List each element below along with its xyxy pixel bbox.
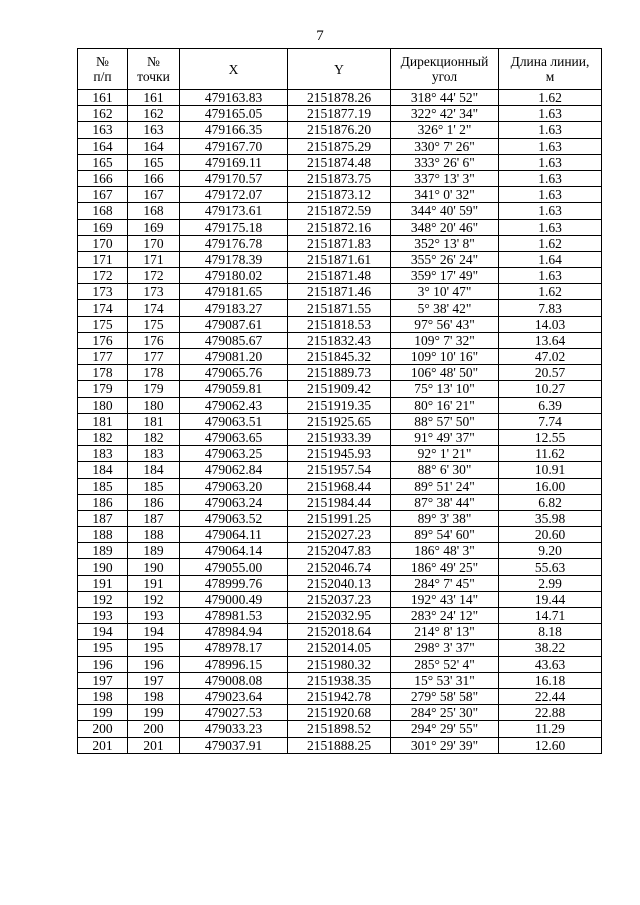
cell-y: 2151919.35 — [288, 397, 391, 413]
cell-direction-angle: 15° 53' 31" — [391, 672, 499, 688]
cell-y: 2151871.55 — [288, 300, 391, 316]
header-line-length: Длина линии, м — [499, 49, 602, 90]
header-row-number: № п/п — [78, 49, 128, 90]
cell-line-length: 10.27 — [499, 381, 602, 397]
cell-row-number: 173 — [78, 284, 128, 300]
cell-point-number: 175 — [128, 316, 180, 332]
cell-line-length: 55.63 — [499, 559, 602, 575]
cell-x: 478984.94 — [180, 624, 288, 640]
cell-x: 479059.81 — [180, 381, 288, 397]
table-row — [78, 332, 602, 348]
cell-point-number: 179 — [128, 381, 180, 397]
cell-x: 478981.53 — [180, 608, 288, 624]
cell-row-number: 197 — [78, 672, 128, 688]
cell-y: 2151984.44 — [288, 494, 391, 510]
cell-y: 2151968.44 — [288, 478, 391, 494]
cell-line-length: 12.60 — [499, 737, 602, 753]
cell-direction-angle: 88° 57' 50" — [391, 413, 499, 429]
cell-row-number: 180 — [78, 397, 128, 413]
cell-y: 2151878.26 — [288, 90, 391, 106]
cell-direction-angle: 279° 58' 58" — [391, 688, 499, 704]
table-row — [78, 300, 602, 316]
cell-direction-angle: 352° 13' 8" — [391, 235, 499, 251]
cell-x: 479063.52 — [180, 510, 288, 526]
cell-row-number: 174 — [78, 300, 128, 316]
cell-row-number: 200 — [78, 721, 128, 737]
cell-y: 2152027.23 — [288, 527, 391, 543]
cell-point-number: 170 — [128, 235, 180, 251]
cell-y: 2152040.13 — [288, 575, 391, 591]
cell-y: 2151818.53 — [288, 316, 391, 332]
table-row — [78, 640, 602, 656]
cell-x: 479169.11 — [180, 154, 288, 170]
cell-y: 2151889.73 — [288, 365, 391, 381]
cell-line-length: 22.88 — [499, 705, 602, 721]
cell-line-length: 6.82 — [499, 494, 602, 510]
cell-row-number: 190 — [78, 559, 128, 575]
cell-line-length: 12.55 — [499, 429, 602, 445]
cell-point-number: 164 — [128, 138, 180, 154]
cell-y: 2151957.54 — [288, 462, 391, 478]
cell-direction-angle: 344° 40' 59" — [391, 203, 499, 219]
table-row — [78, 170, 602, 186]
cell-x: 479081.20 — [180, 349, 288, 365]
table-row — [78, 688, 602, 704]
page-number: 7 — [316, 28, 324, 44]
cell-direction-angle: 186° 49' 25" — [391, 559, 499, 575]
cell-x: 479000.49 — [180, 591, 288, 607]
cell-line-length: 6.39 — [499, 397, 602, 413]
cell-point-number: 198 — [128, 688, 180, 704]
cell-y: 2151942.78 — [288, 688, 391, 704]
cell-row-number: 168 — [78, 203, 128, 219]
cell-point-number: 184 — [128, 462, 180, 478]
cell-point-number: 192 — [128, 591, 180, 607]
cell-y: 2152032.95 — [288, 608, 391, 624]
cell-direction-angle: 5° 38' 42" — [391, 300, 499, 316]
cell-point-number: 173 — [128, 284, 180, 300]
cell-x: 479167.70 — [180, 138, 288, 154]
cell-line-length: 7.74 — [499, 413, 602, 429]
table-row — [78, 349, 602, 365]
cell-x: 479178.39 — [180, 251, 288, 267]
cell-x: 478999.76 — [180, 575, 288, 591]
cell-point-number: 162 — [128, 106, 180, 122]
cell-row-number: 198 — [78, 688, 128, 704]
cell-line-length: 1.63 — [499, 170, 602, 186]
cell-direction-angle: 97° 56' 43" — [391, 316, 499, 332]
cell-line-length: 2.99 — [499, 575, 602, 591]
cell-y: 2151873.75 — [288, 170, 391, 186]
cell-direction-angle: 89° 3' 38" — [391, 510, 499, 526]
cell-y: 2151871.48 — [288, 268, 391, 284]
cell-x: 479165.05 — [180, 106, 288, 122]
cell-point-number: 194 — [128, 624, 180, 640]
cell-direction-angle: 298° 3' 37" — [391, 640, 499, 656]
cell-y: 2151991.25 — [288, 510, 391, 526]
cell-x: 479183.27 — [180, 300, 288, 316]
cell-y: 2151873.12 — [288, 187, 391, 203]
cell-row-number: 170 — [78, 235, 128, 251]
cell-direction-angle: 109° 10' 16" — [391, 349, 499, 365]
cell-x: 479163.83 — [180, 90, 288, 106]
cell-direction-angle: 284° 7' 45" — [391, 575, 499, 591]
table-row — [78, 106, 602, 122]
cell-x: 479063.25 — [180, 446, 288, 462]
cell-y: 2151871.83 — [288, 235, 391, 251]
cell-y: 2151980.32 — [288, 656, 391, 672]
cell-y: 2151933.39 — [288, 429, 391, 445]
cell-point-number: 178 — [128, 365, 180, 381]
table-row — [78, 251, 602, 267]
cell-direction-angle: 3° 10' 47" — [391, 284, 499, 300]
cell-x: 479063.20 — [180, 478, 288, 494]
cell-row-number: 165 — [78, 154, 128, 170]
table-row — [78, 187, 602, 203]
cell-line-length: 16.00 — [499, 478, 602, 494]
cell-direction-angle: 301° 29' 39" — [391, 737, 499, 753]
table-row — [78, 284, 602, 300]
cell-direction-angle: 92° 1' 21" — [391, 446, 499, 462]
table-row — [78, 381, 602, 397]
cell-x: 479037.91 — [180, 737, 288, 753]
cell-row-number: 177 — [78, 349, 128, 365]
cell-x: 478978.17 — [180, 640, 288, 656]
cell-point-number: 176 — [128, 332, 180, 348]
cell-y: 2151909.42 — [288, 381, 391, 397]
cell-direction-angle: 341° 0' 32" — [391, 187, 499, 203]
cell-x: 479062.84 — [180, 462, 288, 478]
cell-y: 2151874.48 — [288, 154, 391, 170]
cell-direction-angle: 330° 7' 26" — [391, 138, 499, 154]
cell-row-number: 179 — [78, 381, 128, 397]
cell-point-number: 172 — [128, 268, 180, 284]
table-row — [78, 429, 602, 445]
cell-row-number: 161 — [78, 90, 128, 106]
cell-line-length: 11.29 — [499, 721, 602, 737]
cell-line-length: 1.64 — [499, 251, 602, 267]
cell-direction-angle: 284° 25' 30" — [391, 705, 499, 721]
cell-point-number: 189 — [128, 543, 180, 559]
cell-point-number: 186 — [128, 494, 180, 510]
cell-line-length: 1.63 — [499, 219, 602, 235]
header-point-number: № точки — [128, 49, 180, 90]
cell-x: 479172.07 — [180, 187, 288, 203]
cell-y: 2151898.52 — [288, 721, 391, 737]
cell-y: 2151876.20 — [288, 122, 391, 138]
cell-row-number: 193 — [78, 608, 128, 624]
cell-line-length: 7.83 — [499, 300, 602, 316]
cell-point-number: 168 — [128, 203, 180, 219]
cell-x: 479063.65 — [180, 429, 288, 445]
table-row — [78, 575, 602, 591]
cell-line-length: 19.44 — [499, 591, 602, 607]
cell-x: 479085.67 — [180, 332, 288, 348]
cell-row-number: 181 — [78, 413, 128, 429]
table-row — [78, 462, 602, 478]
cell-direction-angle: 87° 38' 44" — [391, 494, 499, 510]
header-y: Y — [288, 49, 391, 90]
cell-line-length: 1.62 — [499, 284, 602, 300]
cell-point-number: 177 — [128, 349, 180, 365]
cell-y: 2151888.25 — [288, 737, 391, 753]
cell-point-number: 201 — [128, 737, 180, 753]
cell-line-length: 11.62 — [499, 446, 602, 462]
table-row — [78, 510, 602, 526]
table-row — [78, 446, 602, 462]
cell-direction-angle: 106° 48' 50" — [391, 365, 499, 381]
cell-y: 2151845.32 — [288, 349, 391, 365]
cell-direction-angle: 359° 17' 49" — [391, 268, 499, 284]
cell-direction-angle: 89° 51' 24" — [391, 478, 499, 494]
cell-point-number: 169 — [128, 219, 180, 235]
cell-direction-angle: 333° 26' 6" — [391, 154, 499, 170]
cell-line-length: 1.63 — [499, 203, 602, 219]
cell-line-length: 1.63 — [499, 106, 602, 122]
cell-point-number: 193 — [128, 608, 180, 624]
cell-row-number: 184 — [78, 462, 128, 478]
coordinates-table — [77, 48, 602, 754]
cell-point-number: 166 — [128, 170, 180, 186]
cell-point-number: 183 — [128, 446, 180, 462]
cell-y: 2151945.93 — [288, 446, 391, 462]
table-row — [78, 90, 602, 106]
cell-line-length: 10.91 — [499, 462, 602, 478]
table-row — [78, 154, 602, 170]
cell-direction-angle: 214° 8' 13" — [391, 624, 499, 640]
cell-line-length: 1.63 — [499, 154, 602, 170]
table-row — [78, 203, 602, 219]
table-row — [78, 608, 602, 624]
cell-direction-angle: 88° 6' 30" — [391, 462, 499, 478]
table-row — [78, 705, 602, 721]
table-row — [78, 737, 602, 753]
cell-x: 479033.23 — [180, 721, 288, 737]
table-row — [78, 397, 602, 413]
cell-row-number: 167 — [78, 187, 128, 203]
cell-row-number: 189 — [78, 543, 128, 559]
cell-x: 479023.64 — [180, 688, 288, 704]
cell-direction-angle: 283° 24' 12" — [391, 608, 499, 624]
cell-row-number: 164 — [78, 138, 128, 154]
cell-point-number: 196 — [128, 656, 180, 672]
cell-x: 479063.51 — [180, 413, 288, 429]
table-row — [78, 413, 602, 429]
cell-line-length: 14.71 — [499, 608, 602, 624]
header-direction-angle: Дирекционный угол — [391, 49, 499, 90]
cell-row-number: 192 — [78, 591, 128, 607]
cell-row-number: 163 — [78, 122, 128, 138]
cell-x: 479055.00 — [180, 559, 288, 575]
table-row — [78, 268, 602, 284]
table-row — [78, 721, 602, 737]
table-row — [78, 656, 602, 672]
cell-line-length: 22.44 — [499, 688, 602, 704]
cell-row-number: 171 — [78, 251, 128, 267]
cell-row-number: 166 — [78, 170, 128, 186]
cell-point-number: 182 — [128, 429, 180, 445]
cell-y: 2151832.43 — [288, 332, 391, 348]
cell-x: 478996.15 — [180, 656, 288, 672]
cell-row-number: 175 — [78, 316, 128, 332]
cell-x: 479063.24 — [180, 494, 288, 510]
table-row — [78, 316, 602, 332]
cell-direction-angle: 109° 7' 32" — [391, 332, 499, 348]
table-row — [78, 219, 602, 235]
table-body — [78, 90, 602, 754]
cell-x: 479170.57 — [180, 170, 288, 186]
cell-line-length: 13.64 — [499, 332, 602, 348]
cell-point-number: 171 — [128, 251, 180, 267]
cell-y: 2151871.61 — [288, 251, 391, 267]
cell-y: 2152047.83 — [288, 543, 391, 559]
cell-point-number: 163 — [128, 122, 180, 138]
cell-row-number: 176 — [78, 332, 128, 348]
cell-line-length: 43.63 — [499, 656, 602, 672]
cell-point-number: 167 — [128, 187, 180, 203]
cell-line-length: 35.98 — [499, 510, 602, 526]
table-row — [78, 478, 602, 494]
cell-y: 2151875.29 — [288, 138, 391, 154]
cell-row-number: 183 — [78, 446, 128, 462]
table-row — [78, 235, 602, 251]
cell-line-length: 1.63 — [499, 138, 602, 154]
cell-row-number: 191 — [78, 575, 128, 591]
cell-x: 479065.76 — [180, 365, 288, 381]
table-row — [78, 672, 602, 688]
header-x: X — [180, 49, 288, 90]
cell-direction-angle: 89° 54' 60" — [391, 527, 499, 543]
cell-line-length: 20.57 — [499, 365, 602, 381]
cell-point-number: 174 — [128, 300, 180, 316]
cell-y: 2151871.46 — [288, 284, 391, 300]
cell-line-length: 8.18 — [499, 624, 602, 640]
cell-x: 479180.02 — [180, 268, 288, 284]
cell-row-number: 169 — [78, 219, 128, 235]
cell-y: 2152014.05 — [288, 640, 391, 656]
cell-point-number: 185 — [128, 478, 180, 494]
cell-point-number: 161 — [128, 90, 180, 106]
cell-row-number: 195 — [78, 640, 128, 656]
cell-row-number: 185 — [78, 478, 128, 494]
table-row — [78, 122, 602, 138]
cell-row-number: 172 — [78, 268, 128, 284]
cell-point-number: 197 — [128, 672, 180, 688]
table-row — [78, 365, 602, 381]
cell-row-number: 187 — [78, 510, 128, 526]
cell-line-length: 20.60 — [499, 527, 602, 543]
cell-row-number: 199 — [78, 705, 128, 721]
cell-direction-angle: 75° 13' 10" — [391, 381, 499, 397]
cell-y: 2151920.68 — [288, 705, 391, 721]
cell-direction-angle: 326° 1' 2" — [391, 122, 499, 138]
cell-x: 479181.65 — [180, 284, 288, 300]
table-row — [78, 559, 602, 575]
cell-line-length: 14.03 — [499, 316, 602, 332]
cell-direction-angle: 322° 42' 34" — [391, 106, 499, 122]
cell-point-number: 187 — [128, 510, 180, 526]
cell-line-length: 1.62 — [499, 235, 602, 251]
cell-row-number: 178 — [78, 365, 128, 381]
cell-line-length: 1.62 — [499, 90, 602, 106]
cell-y: 2151872.59 — [288, 203, 391, 219]
cell-y: 2151925.65 — [288, 413, 391, 429]
cell-point-number: 181 — [128, 413, 180, 429]
cell-direction-angle: 80° 16' 21" — [391, 397, 499, 413]
cell-x: 479173.61 — [180, 203, 288, 219]
cell-direction-angle: 348° 20' 46" — [391, 219, 499, 235]
cell-y: 2152037.23 — [288, 591, 391, 607]
cell-row-number: 182 — [78, 429, 128, 445]
cell-line-length: 47.02 — [499, 349, 602, 365]
cell-direction-angle: 337° 13' 3" — [391, 170, 499, 186]
table-row — [78, 624, 602, 640]
cell-point-number: 195 — [128, 640, 180, 656]
cell-row-number: 162 — [78, 106, 128, 122]
cell-x: 479176.78 — [180, 235, 288, 251]
table-row — [78, 591, 602, 607]
cell-y: 2151938.35 — [288, 672, 391, 688]
cell-direction-angle: 285° 52' 4" — [391, 656, 499, 672]
cell-x: 479166.35 — [180, 122, 288, 138]
cell-y: 2151877.19 — [288, 106, 391, 122]
cell-point-number: 188 — [128, 527, 180, 543]
cell-point-number: 190 — [128, 559, 180, 575]
table-row — [78, 138, 602, 154]
cell-direction-angle: 192° 43' 14" — [391, 591, 499, 607]
table-row — [78, 527, 602, 543]
cell-x: 479064.14 — [180, 543, 288, 559]
cell-y: 2152046.74 — [288, 559, 391, 575]
cell-y: 2152018.64 — [288, 624, 391, 640]
cell-point-number: 191 — [128, 575, 180, 591]
cell-row-number: 194 — [78, 624, 128, 640]
cell-y: 2151872.16 — [288, 219, 391, 235]
cell-line-length: 38.22 — [499, 640, 602, 656]
cell-direction-angle: 91° 49' 37" — [391, 429, 499, 445]
cell-direction-angle: 318° 44' 52" — [391, 90, 499, 106]
cell-line-length: 1.63 — [499, 187, 602, 203]
cell-x: 479008.08 — [180, 672, 288, 688]
cell-x: 479175.18 — [180, 219, 288, 235]
cell-row-number: 201 — [78, 737, 128, 753]
cell-line-length: 1.63 — [499, 268, 602, 284]
cell-point-number: 180 — [128, 397, 180, 413]
cell-x: 479027.53 — [180, 705, 288, 721]
cell-x: 479064.11 — [180, 527, 288, 543]
cell-point-number: 200 — [128, 721, 180, 737]
cell-line-length: 9.20 — [499, 543, 602, 559]
cell-line-length: 1.63 — [499, 122, 602, 138]
table-row — [78, 494, 602, 510]
table-row — [78, 543, 602, 559]
cell-direction-angle: 355° 26' 24" — [391, 251, 499, 267]
cell-point-number: 199 — [128, 705, 180, 721]
cell-row-number: 188 — [78, 527, 128, 543]
table-header-row — [78, 49, 602, 90]
cell-point-number: 165 — [128, 154, 180, 170]
cell-row-number: 186 — [78, 494, 128, 510]
cell-x: 479062.43 — [180, 397, 288, 413]
cell-line-length: 16.18 — [499, 672, 602, 688]
cell-x: 479087.61 — [180, 316, 288, 332]
cell-direction-angle: 294° 29' 55" — [391, 721, 499, 737]
cell-row-number: 196 — [78, 656, 128, 672]
cell-direction-angle: 186° 48' 3" — [391, 543, 499, 559]
